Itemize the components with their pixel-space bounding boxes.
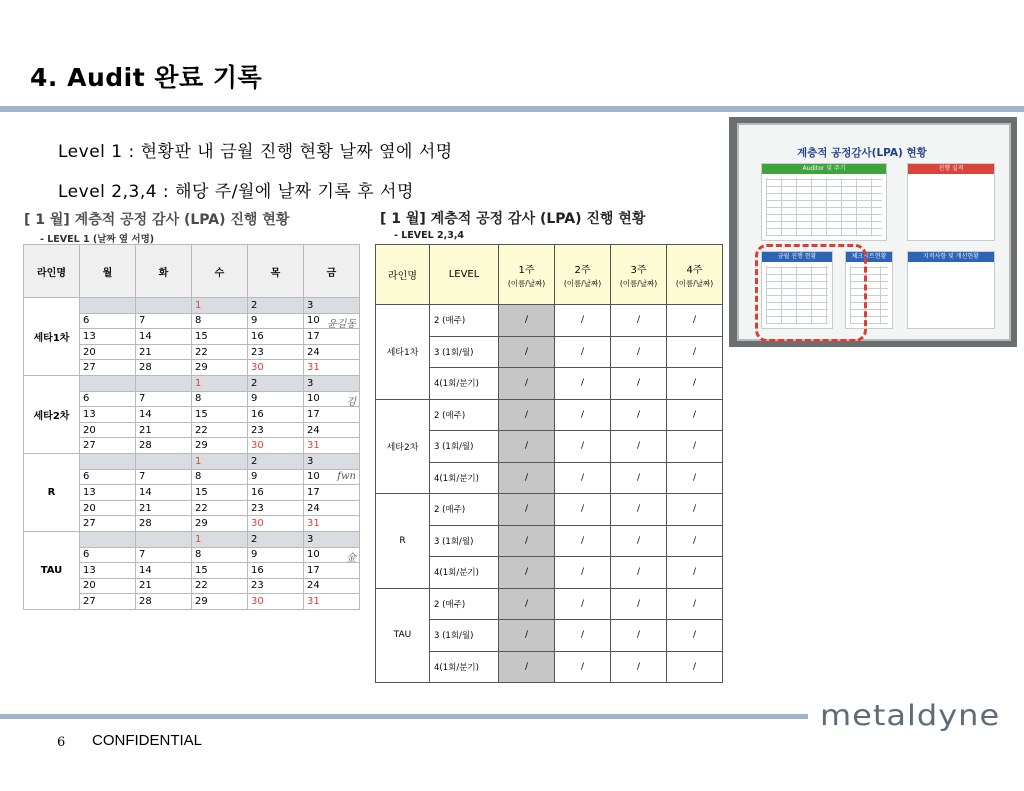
date-cell: 21	[136, 422, 192, 438]
top-rule	[0, 106, 1024, 112]
record-cell: /	[499, 620, 555, 652]
date-cell: 23	[248, 500, 304, 516]
right-table-title: [ 1 월] 계층적 공정 감사 (LPA) 진행 현황	[380, 211, 646, 227]
date-cell	[136, 375, 192, 391]
date-cell: 2	[248, 531, 304, 547]
line-name: R	[24, 453, 80, 531]
record-cell: /	[611, 588, 667, 620]
record-cell: /	[611, 525, 667, 557]
record-cell: /	[667, 336, 723, 368]
date-cell: 1	[192, 375, 248, 391]
date-cell: 9	[248, 313, 304, 329]
date-cell: 22	[192, 344, 248, 360]
record-cell: /	[499, 305, 555, 337]
date-cell: 20	[80, 500, 136, 516]
date-cell: 22	[192, 422, 248, 438]
level-cell: 2 (매주)	[430, 305, 499, 337]
line-name: TAU	[376, 588, 430, 683]
date-cell: 3	[304, 453, 360, 469]
level-cell: 4(1회/분기)	[430, 651, 499, 683]
header-cell: 목	[248, 245, 304, 298]
record-cell: /	[499, 525, 555, 557]
header-cell: 월	[80, 245, 136, 298]
record-cell: /	[499, 588, 555, 620]
date-cell: 22	[192, 578, 248, 594]
page-number: 6	[57, 735, 66, 750]
header-cell: 금	[304, 245, 360, 298]
board-section-improvement: 지적사항 및 개선현황	[907, 251, 995, 329]
record-cell: /	[499, 336, 555, 368]
date-cell: 3	[304, 531, 360, 547]
date-cell: 21	[136, 500, 192, 516]
record-cell: /	[667, 368, 723, 400]
date-cell: 2	[248, 298, 304, 314]
date-cell: 29	[192, 438, 248, 454]
date-cell	[136, 453, 192, 469]
date-cell: 31	[304, 516, 360, 532]
level-cell: 3 (1회/월)	[430, 336, 499, 368]
date-cell: 23	[248, 344, 304, 360]
confidential-label: CONFIDENTIAL	[92, 732, 203, 749]
record-cell: /	[555, 494, 611, 526]
board-section-monthly: 금월 진행 현황	[761, 251, 833, 329]
record-cell: /	[611, 399, 667, 431]
date-cell: 15	[192, 485, 248, 501]
record-cell: /	[555, 305, 611, 337]
date-cell: 9	[248, 469, 304, 485]
date-cell	[80, 531, 136, 547]
line-name: 세타2차	[24, 375, 80, 453]
date-cell: 22	[192, 500, 248, 516]
date-cell: 24	[304, 422, 360, 438]
board-photo	[729, 117, 1017, 347]
signature-scribble: 김	[346, 396, 356, 407]
date-cell: 14	[136, 563, 192, 579]
date-cell: 14	[136, 485, 192, 501]
record-cell: /	[667, 620, 723, 652]
date-cell: 31	[304, 594, 360, 610]
record-cell: /	[667, 431, 723, 463]
date-cell: 15	[192, 563, 248, 579]
date-cell: 24	[304, 344, 360, 360]
date-cell: 1	[192, 531, 248, 547]
date-cell: 13	[80, 563, 136, 579]
date-cell: 1	[192, 453, 248, 469]
record-cell: /	[555, 525, 611, 557]
record-cell: /	[667, 557, 723, 589]
date-cell	[136, 531, 192, 547]
record-cell: /	[555, 368, 611, 400]
date-cell: 29	[192, 516, 248, 532]
record-cell: /	[611, 336, 667, 368]
date-cell: 24	[304, 578, 360, 594]
record-cell: /	[499, 399, 555, 431]
date-cell: 7	[136, 469, 192, 485]
record-cell: /	[667, 462, 723, 494]
date-cell: 13	[80, 485, 136, 501]
date-cell: 6	[80, 313, 136, 329]
date-cell: 14	[136, 329, 192, 345]
date-cell: 28	[136, 516, 192, 532]
date-cell: 6	[80, 469, 136, 485]
level-cell: 4(1회/분기)	[430, 368, 499, 400]
date-cell: 10 fwn	[304, 469, 360, 485]
date-cell: 31	[304, 438, 360, 454]
record-cell: /	[499, 368, 555, 400]
date-cell: 30	[248, 360, 304, 376]
record-cell: /	[499, 462, 555, 494]
board-section-auditor: Auditor 및 주기	[761, 163, 887, 241]
board-section-checksheet: 체크시트현황	[845, 251, 893, 329]
metaldyne-logo: metaldyne	[820, 697, 1001, 733]
date-cell: 15	[192, 329, 248, 345]
record-cell: /	[555, 399, 611, 431]
date-cell: 8	[192, 469, 248, 485]
record-cell: /	[667, 305, 723, 337]
highlight-frame	[755, 244, 867, 342]
date-cell: 3	[304, 375, 360, 391]
date-cell: 17	[304, 329, 360, 345]
record-cell: /	[499, 494, 555, 526]
header-cell: 화	[136, 245, 192, 298]
date-cell: 17	[304, 485, 360, 501]
date-cell: 16	[248, 485, 304, 501]
record-cell: /	[667, 525, 723, 557]
week-header: 2주 (이름/날짜)	[555, 245, 611, 305]
level-cell: 3 (1회/월)	[430, 431, 499, 463]
week-header: 4주 (이름/날짜)	[667, 245, 723, 305]
date-cell: 28	[136, 594, 192, 610]
level1-calendar-table	[23, 244, 360, 610]
left-table-subtitle: - LEVEL 1 (날짜 옆 서명)	[40, 234, 155, 245]
date-cell: 7	[136, 391, 192, 407]
date-cell: 23	[248, 578, 304, 594]
line-name: 세타2차	[376, 399, 430, 494]
record-cell: /	[611, 651, 667, 683]
level234-record-table	[375, 244, 723, 683]
date-cell: 15	[192, 407, 248, 423]
record-cell: /	[555, 651, 611, 683]
level-cell: 4(1회/분기)	[430, 557, 499, 589]
record-cell: /	[555, 431, 611, 463]
date-cell: 27	[80, 360, 136, 376]
record-cell: /	[611, 462, 667, 494]
level-cell: 4(1회/분기)	[430, 462, 499, 494]
record-cell: /	[667, 651, 723, 683]
record-cell: /	[611, 431, 667, 463]
line-name: 세타1차	[24, 298, 80, 376]
level-cell: 3 (1회/월)	[430, 525, 499, 557]
date-cell: 21	[136, 344, 192, 360]
date-cell	[136, 298, 192, 314]
date-cell: 9	[248, 391, 304, 407]
level-cell: 2 (매주)	[430, 399, 499, 431]
record-cell: /	[555, 336, 611, 368]
header-cell: 수	[192, 245, 248, 298]
level234-instruction: Level 2,3,4 : 해당 주/월에 날짜 기록 후 서명	[58, 182, 414, 202]
line-name: 세타1차	[376, 305, 430, 400]
level-cell: 2 (매주)	[430, 588, 499, 620]
date-cell: 30	[248, 438, 304, 454]
date-cell: 28	[136, 360, 192, 376]
record-cell: /	[555, 462, 611, 494]
line-name: R	[376, 494, 430, 589]
record-cell: /	[499, 557, 555, 589]
record-cell: /	[555, 588, 611, 620]
date-cell: 28	[136, 438, 192, 454]
level1-instruction: Level 1 : 현황판 내 금월 진행 현황 날짜 옆에 서명	[58, 142, 453, 162]
date-cell: 29	[192, 594, 248, 610]
level-cell: 2 (매주)	[430, 494, 499, 526]
line-name: TAU	[24, 531, 80, 609]
date-cell: 8	[192, 547, 248, 563]
date-cell: 16	[248, 329, 304, 345]
record-cell: /	[555, 620, 611, 652]
header-cell: 라인명	[376, 245, 430, 305]
date-cell: 1	[192, 298, 248, 314]
left-table-title: [ 1 월] 계층적 공정 감사 (LPA) 진행 현황	[24, 212, 290, 228]
date-cell: 30	[248, 516, 304, 532]
date-cell: 24	[304, 500, 360, 516]
record-cell: /	[499, 651, 555, 683]
date-cell: 10 김	[304, 391, 360, 407]
date-cell: 10 金	[304, 547, 360, 563]
date-cell	[80, 298, 136, 314]
date-cell: 27	[80, 516, 136, 532]
date-cell: 20	[80, 422, 136, 438]
bottom-rule	[0, 714, 808, 719]
header-cell: LEVEL	[430, 245, 499, 305]
record-cell: /	[611, 494, 667, 526]
date-cell: 8	[192, 313, 248, 329]
date-cell: 17	[304, 563, 360, 579]
date-cell: 16	[248, 407, 304, 423]
record-cell: /	[667, 588, 723, 620]
date-cell: 2	[248, 375, 304, 391]
date-cell: 27	[80, 594, 136, 610]
date-cell: 2	[248, 453, 304, 469]
record-cell: /	[611, 305, 667, 337]
date-cell: 7	[136, 547, 192, 563]
week-header: 3주 (이름/날짜)	[611, 245, 667, 305]
record-cell: /	[611, 620, 667, 652]
record-cell: /	[611, 368, 667, 400]
record-cell: /	[667, 494, 723, 526]
record-cell: /	[499, 431, 555, 463]
date-cell: 7	[136, 313, 192, 329]
record-cell: /	[611, 557, 667, 589]
date-cell	[80, 375, 136, 391]
whiteboard	[737, 123, 1011, 341]
signature-scribble: 윤길동	[327, 318, 356, 329]
date-cell: 16	[248, 563, 304, 579]
date-cell: 17	[304, 407, 360, 423]
date-cell: 23	[248, 422, 304, 438]
date-cell: 21	[136, 578, 192, 594]
date-cell: 13	[80, 329, 136, 345]
date-cell: 20	[80, 578, 136, 594]
header-cell: 라인명	[24, 245, 80, 298]
signature-scribble: 金	[346, 552, 356, 563]
date-cell: 31	[304, 360, 360, 376]
board-section-results: 진행 실적	[907, 163, 995, 241]
date-cell: 14	[136, 407, 192, 423]
date-cell: 3	[304, 298, 360, 314]
signature-scribble: fwn	[337, 470, 356, 482]
date-cell: 8	[192, 391, 248, 407]
date-cell: 27	[80, 438, 136, 454]
right-table-subtitle: - LEVEL 2,3,4	[394, 230, 465, 241]
date-cell: 6	[80, 391, 136, 407]
date-cell: 9	[248, 547, 304, 563]
date-cell: 29	[192, 360, 248, 376]
page-title: 4. Audit 완료 기록	[30, 63, 263, 92]
date-cell: 6	[80, 547, 136, 563]
date-cell: 30	[248, 594, 304, 610]
board-title: 계층적 공정감사(LPA) 현황	[797, 147, 927, 159]
level-cell: 3 (1회/월)	[430, 620, 499, 652]
date-cell: 13	[80, 407, 136, 423]
record-cell: /	[555, 557, 611, 589]
week-header: 1주 (이름/날짜)	[499, 245, 555, 305]
date-cell: 20	[80, 344, 136, 360]
record-cell: /	[667, 399, 723, 431]
date-cell	[80, 453, 136, 469]
date-cell: 10 윤길동	[304, 313, 360, 329]
